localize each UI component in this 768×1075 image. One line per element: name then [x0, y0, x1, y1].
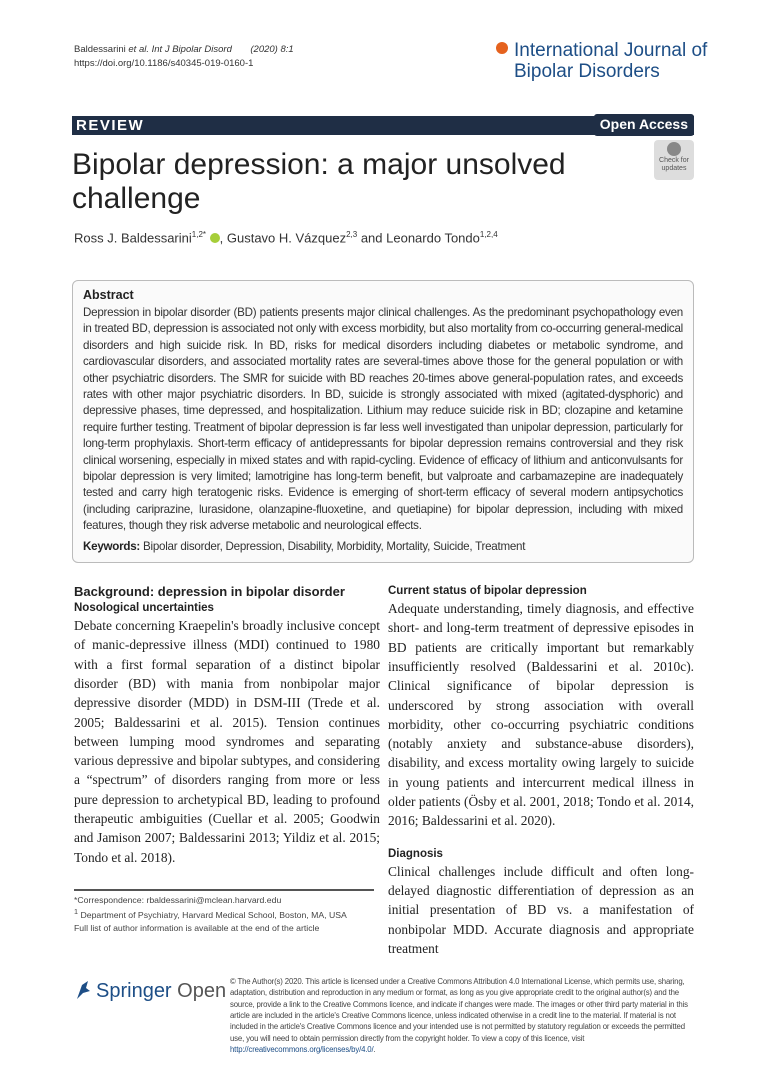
author-list: [74, 230, 694, 245]
keywords-list: Bipolar disorder, Depression, Disability, Morbidity, Mortality, Suicide, Treatment: [143, 539, 526, 553]
citation-journal: et al. Int J Bipolar Disord: [128, 44, 232, 55]
abstract-box: [72, 280, 694, 563]
check-for-updates-button[interactable]: [654, 140, 694, 180]
license-notice: [230, 976, 694, 1055]
subsection-heading: Nosological uncertainties: [74, 602, 214, 615]
body-paragraph: Debate concerning Kraepelin's broadly inclusive concept of manic-depressive illness (MDI) continued to 1980 with a first formal separation of a distinct bipolar disorder (BD) with mania from nonbipolar major depressive disorder (MDD) in DSM-III (Trede et al. 2005; Baldessarini et al. 2015). Tension continues between lumping mood syndromes and separating various depressive and bipolar subtypes, and considering a “spectrum” of disorders ranging from more or less pure depression to archetypical BD, leading to profound therapeutic ambiguities (Cuellar et al. 2005; Goodwin and Jamison 2007; Baldessarini 2013; Yildiz et al. 2015; Tondo et al. 2018).: [74, 618, 380, 865]
article-body: [72, 280, 694, 1075]
abstract-text: Depression in bipolar disorder (BD) patients presents major clinical challenges. As the predominant psychopathology even in treated BD, depression is associated not only with excess morbidity, but also mortality from co-occurring general-medical disorders and high suicide risk. In BD, risks for medical disorders including diabetes or metabolic syndrome, and cardiovascular disorders, and associated mortality rates are several-times above those for the general population or with other psychiatric disorders. The SMR for suicide with BD reaches 20-times above general-population rates, and exceeds rates with other major psychiatric disorders. In BD, suicide is strongly associated with mixed (agitated-dysphoric) and depressive phases, time depressed, and hospitalization. Lithium may reduce suicide risk in BD; clozapine and ketamine require further testing. Treatment of bipolar depression is far less well investigated than unipolar depression, particularly for long-term prophylaxis. Short-term efficacy of antidepressants for bipolar depression remains controversial and they risk clinical worsening, especially in mixed states and with rapid-cycling. Evidence of efficacy of lithium and anticonvulsants for bipolar depression is very limited; lamotrigine has long-term benefit, but valproate and carbamazepine are inadequately tested and carry high teratogenic risks. Evidence is emerging of short-term efficacy of several modern antipsychotics (including cariprazine, lurasidone, olanzapine-fluoxetine, and quetiapine) for bipolar depression, including with mixed features, though they risk adverse metabolic and neurological effects.: [83, 306, 683, 533]
author-name[interactable]: and Leonardo Tondo: [357, 230, 480, 246]
body-paragraph: Clinical challenges include difficult and often long-delayed diagnostic differentiation of depression as an initial presentation of BD vs. a manifestation of nonbipolar MDD. Accurate diagnosis and appropriate treatment: [388, 863, 694, 956]
page-footer: [72, 976, 694, 1075]
journal-name-line2: Bipolar Disorders: [514, 61, 660, 82]
springer-open-logo: [74, 976, 230, 1055]
license-end: .: [373, 1044, 376, 1054]
affiliation: [74, 906, 374, 921]
citation-header: [74, 43, 294, 71]
correspondence: *Correspondence: rbaldessarini@mclean.harvard.edu: [74, 894, 282, 905]
article-title: Bipolar depression: a major unsolved challenge: [72, 148, 566, 215]
publisher-name: Springer: [96, 980, 172, 1003]
affiliation-text: Department of Psychiatry, Harvard Medical School, Boston, MA, USA: [80, 910, 347, 921]
author-affil: 1,2*: [191, 230, 207, 239]
check-updates-label: Check for updates: [659, 157, 689, 172]
author-info-note: Full list of author information is available at the end of the article: [74, 922, 320, 933]
journal-logo-icon: [496, 42, 508, 54]
author-name[interactable]: , Gustavo H. Vázquez: [219, 230, 347, 246]
author-affil: 2,3: [346, 230, 358, 239]
doi-link[interactable]: https://doi.org/10.1186/s40345-019-0160-1: [74, 58, 254, 69]
orcid-icon[interactable]: [210, 233, 220, 243]
footnotes: [74, 889, 374, 934]
author-name[interactable]: Ross J. Baldessarini: [74, 230, 192, 246]
column-left: [74, 583, 380, 958]
publisher-suffix: Open: [171, 980, 227, 1003]
section-heading: Background: depression in bipolar disorder: [74, 584, 345, 600]
column-right: [388, 583, 694, 958]
author-affil: 1,2,4: [479, 230, 498, 239]
body-paragraph: Adequate understanding, timely diagnosis, and effective short- and long-term treatment of depressive episodes in BD patients are critically important but remarkably insufficiently resolved (Baldessarini et al. 2010c). Clinical significance of bipolar depression is underscored by strong association with overall morbidity, other co-occurring psychiatric conditions (notably anxiety and substance-abuse disorders), disability, and excess mortality owing largely to suicide in young patients and intercurrent medical illness in older patients (Ösby et al. 2001, 2018; Tondo et al. 2014, 2016; Baldessarini et al. 2020).: [388, 601, 694, 829]
journal-name-line1: International Journal of: [514, 40, 708, 61]
abstract-heading: Abstract: [83, 288, 134, 302]
body-columns: [72, 583, 694, 958]
journal-logo: [496, 40, 707, 82]
license-text: © The Author(s) 2020. This article is licensed under a Creative Commons Attribution 4.0 International License, which permits use, sharing, adaptation, distribution and reproduction in any medium or format, as long as you give appropriate credit to the original author(s) and the source, provide a link to the Creative Commons licence, and indicate if changes were made. The images or other third party material in this article are included in the article's Creative Commons licence, unless indicated otherwise in a credit line to the material. If material is not included in the article's Creative Commons licence and your intended use is not permitted by statutory regulation or exceeds the permitted use, you will need to obtain permission directly from the copyright holder. To view a copy of this licence, visit: [230, 977, 688, 1043]
keywords: [83, 539, 683, 555]
citation-year: (2020) 8:1: [250, 44, 294, 55]
check-updates-icon: [667, 142, 681, 156]
open-access-badge: Open Access: [594, 114, 694, 136]
citation-authors: Baldessarini: [74, 44, 126, 55]
article-type-label: REVIEW: [76, 117, 145, 134]
license-link[interactable]: http://creativecommons.org/licenses/by/4.0/: [230, 1044, 374, 1054]
subsection-heading: Diagnosis: [388, 847, 443, 860]
subsection-heading: Current status of bipolar depression: [388, 585, 587, 598]
affil-number: 1: [74, 907, 79, 917]
keywords-label: Keywords:: [83, 539, 141, 553]
springer-horse-icon: [74, 979, 92, 1001]
